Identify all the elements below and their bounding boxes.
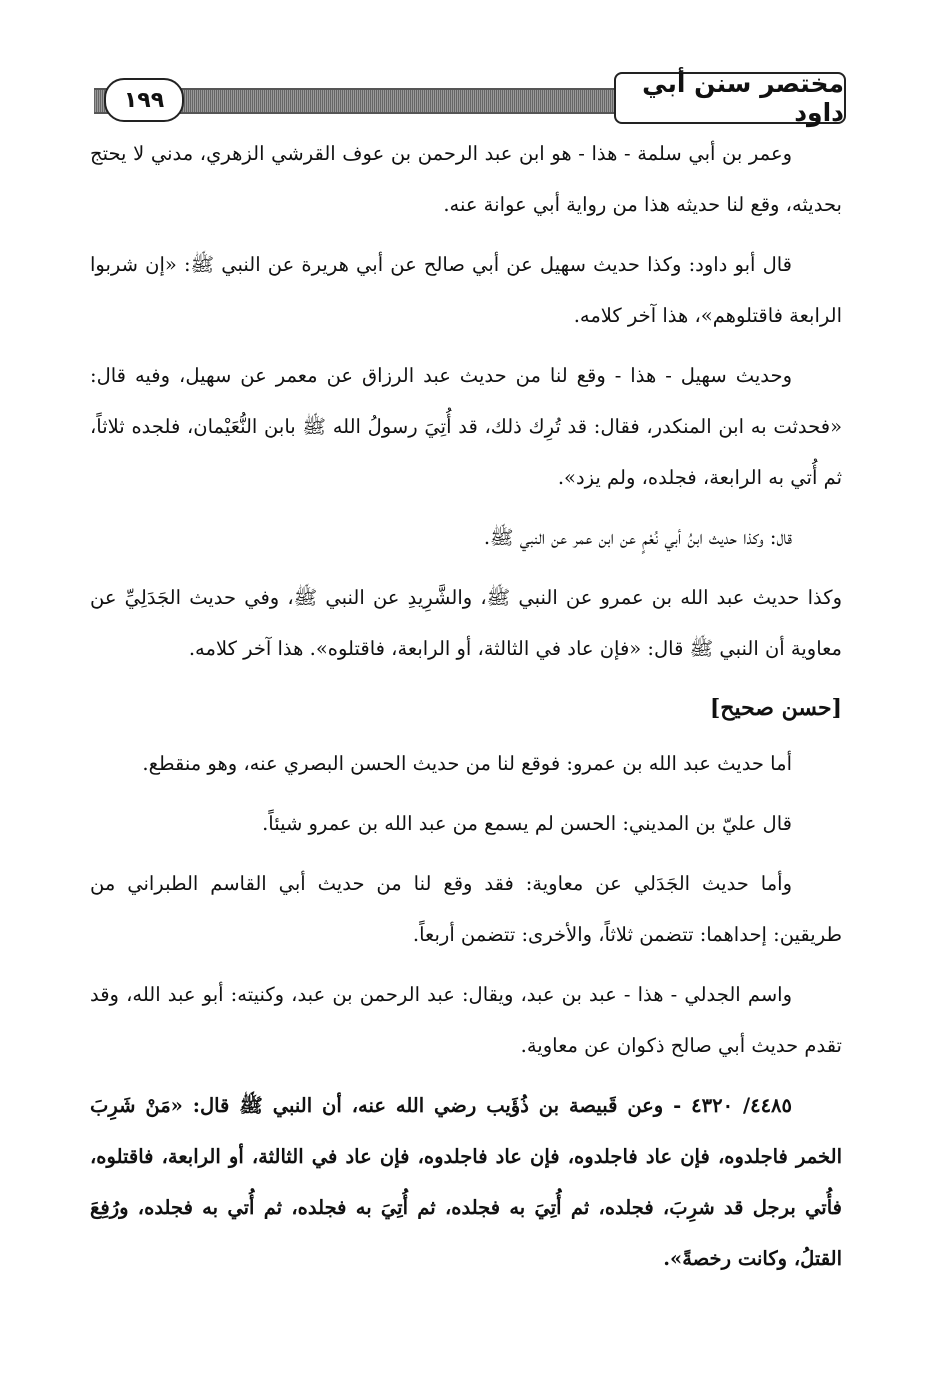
paragraph-9: واسم الجدلي - هذا - عبد بن عبد، ويقال: عبد الرحمن بن عبد، وكنيته: أبو عبد الله، وقد تقدم حديث أبي صالح ذكوان عن معاوية. xyxy=(90,983,842,1057)
page-number-badge: ١٩٩ xyxy=(104,78,184,122)
body-text xyxy=(90,128,842,1293)
paragraph-6: أما حديث عبد الله بن عمرو: فوقع لنا من حديث الحسن البصري عنه، وهو منقطع. xyxy=(142,752,792,775)
hadith-4485: ٤٤٨٥/ ٤٣٢٠ - وعن قَبيصة بن ذُؤَيب رضي الله عنه، أن النبي ﷺ قال: «مَنْ شَرِبَ الخمر فاجلدوه، فإن عاد فاجلدوه، فإن عاد فاجلدوه، فإن عاد في الثالثة، أو الرابعة، فاقتلوه، فأُتي برجل قد شرِبَ، فجلده، ثم أُتِيَ به فجلده، ثم أُتِيَ به فجلده، ثم أُتي به فجلده، ورُفِعَ القتلُ، وكانت رخصةً». xyxy=(90,1094,842,1270)
paragraph-4: قال: وكذا حديث ابنُ أبي نُعْمٍ عن ابن عمر عن النبي ﷺ. xyxy=(483,526,792,549)
paragraph-5: وكذا حديث عبد الله بن عمرو عن النبي ﷺ، والشَّرِيدِ عن النبي ﷺ، وفي حديث الجَدَلِيِّ عن معاوية أن النبي ﷺ قال: «فإن عاد في الثالثة، أو الرابعة، فاقتلوه». هذا آخر كلامه. xyxy=(90,586,842,660)
paragraph-7: قال عليّ بن المديني: الحسن لم يسمع من عبد الله بن عمرو شيئاً. xyxy=(262,812,792,835)
paragraph-1: وعمر بن أبي سلمة - هذا - هو ابن عبد الرحمن بن عوف القرشي الزهري، مدني لا يحتج بحديثه، وقع لنا حديثه هذا من رواية أبي عوانة عنه. xyxy=(90,142,842,216)
paragraph-3: وحديث سهيل - هذا - وقع لنا من حديث عبد الرزاق عن معمر عن سهيل، وفيه قال: «فحدثت به ابن المنكدر، فقال: قد تُرِك ذلك، قد أُتِيَ رسولُ الله ﷺ بابن النُّعَيْمان، فلجده ثلاثاً، ثم أُتي به الرابعة، فجلده، ولم يزد». xyxy=(90,364,842,489)
paragraph-2: قال أبو داود: وكذا حديث سهيل عن أبي صالح عن أبي هريرة عن النبي ﷺ: «إن شربوا الرابعة فاقتلوهم»، هذا آخر كلامه. xyxy=(90,253,842,327)
paragraph-8: وأما حديث الجَدَلي عن معاوية: فقد وقع لنا من حديث أبي القاسم الطبراني من طريقين: إحداهما: تتضمن ثلاثاً، والأخرى: تتضمن أربعاً. xyxy=(90,872,842,946)
book-title-badge: مختصر سنن أبي داود xyxy=(614,72,846,124)
grading-heading: [حسن صحيح] xyxy=(709,695,842,721)
